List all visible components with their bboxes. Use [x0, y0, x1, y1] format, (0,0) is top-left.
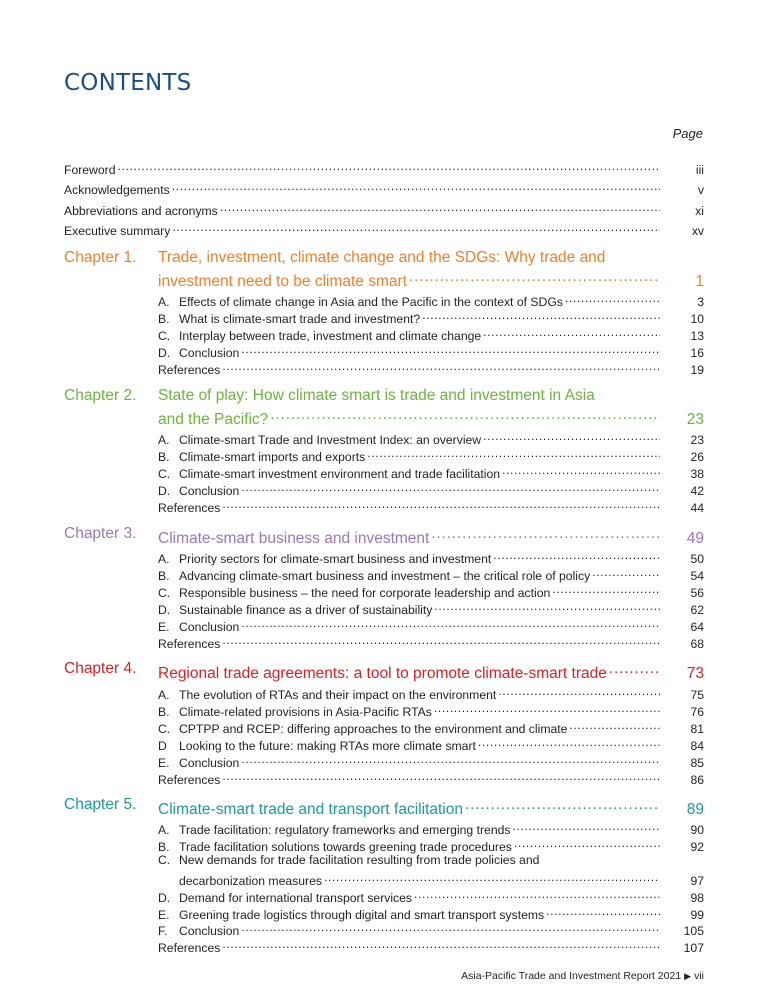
- toc-page-number: xv: [691, 224, 704, 238]
- chapter-title-line2: [158, 267, 704, 291]
- dot-leader: [502, 462, 660, 478]
- chapter-title-line1: Trade, investment, climate change and the SDGs: Why trade and: [158, 249, 606, 266]
- toc-entry[interactable]: [64, 219, 704, 239]
- section-letter: D.: [158, 890, 171, 905]
- page-column-label: Page: [672, 126, 703, 141]
- toc-page-number: 97: [690, 873, 704, 888]
- toc-page-number: 75: [690, 688, 704, 702]
- chapter-title-line2: [158, 795, 704, 819]
- section-letter: A.: [158, 823, 170, 837]
- chapter-number: Chapter 1.: [64, 249, 137, 266]
- dot-leader: [241, 919, 660, 935]
- dot-leader: [514, 835, 660, 851]
- toc-entry-label: Acknowledgements: [64, 183, 170, 197]
- dot-leader: [222, 358, 660, 374]
- toc-page-number: 13: [690, 328, 704, 343]
- chapter-title: and the Pacific?: [158, 411, 269, 428]
- chapter-page-number: 1: [695, 273, 704, 290]
- toc-page-number: 23: [690, 433, 704, 447]
- section-letter: C.: [158, 466, 171, 481]
- toc-page-number: 64: [690, 619, 704, 634]
- toc-page-number: 16: [690, 345, 704, 360]
- toc-page-number: 92: [690, 839, 704, 854]
- footer-report-title: Asia-Pacific Trade and Investment Report 2021: [461, 970, 682, 982]
- section-title: Priority sectors for climate-smart business and investment: [179, 552, 492, 566]
- toc-page-number: 98: [690, 890, 704, 905]
- section-letter: A.: [158, 688, 170, 702]
- dot-leader: [220, 199, 660, 215]
- chapter-page-number: 73: [686, 665, 704, 682]
- section-letter: B.: [158, 568, 170, 583]
- section-letter: E.: [158, 619, 170, 634]
- section-title: Effects of climate change in Asia and the Pacific in the context of SDGs: [179, 295, 563, 309]
- section-title: Interplay between trade, investment and climate change: [179, 328, 482, 343]
- dot-leader: [493, 547, 660, 563]
- section-title: CPTPP and RCEP: differing approaches to the environment and climate: [179, 721, 568, 736]
- dot-leader: [552, 581, 660, 597]
- toc-entry[interactable]: [64, 158, 704, 178]
- toc-page-number: xi: [695, 204, 704, 218]
- dot-leader: [270, 405, 660, 424]
- dot-leader: [117, 158, 660, 174]
- chapter-number: Chapter 4.: [64, 660, 137, 677]
- chapter-page-number: 89: [686, 801, 704, 818]
- references-label: References: [158, 941, 221, 956]
- chapter-heading[interactable]: [64, 248, 704, 290]
- section-title: Conclusion: [179, 483, 240, 498]
- toc-page-number: 105: [683, 924, 704, 939]
- section-title: Advancing climate-smart business and investment – the critical role of policy: [179, 568, 591, 583]
- toc-page-number: 42: [690, 483, 704, 498]
- section-title: Conclusion: [179, 924, 240, 939]
- section-letter: B.: [158, 704, 170, 719]
- dot-leader: [465, 795, 660, 814]
- dot-leader: [546, 903, 660, 919]
- section-title: Trade facilitation solutions towards greening trade procedures: [179, 839, 512, 854]
- section-letter: A.: [158, 433, 170, 447]
- section-letter: E.: [158, 755, 170, 770]
- chapter-page-number: 49: [686, 530, 704, 547]
- section-title: Sustainable finance as a driver of sustainability: [179, 602, 433, 617]
- references-label: References: [158, 636, 221, 651]
- section-title: Climate-smart Trade and Investment Index: an overview: [179, 433, 482, 447]
- chapter-title: Climate-smart trade and transport facilitation: [158, 801, 463, 818]
- toc-section[interactable]: [158, 852, 704, 868]
- toc-page-number: 107: [683, 941, 704, 956]
- chapter-number: Chapter 2.: [64, 387, 137, 404]
- chapter-title-line2: [158, 659, 704, 683]
- chapter-number: Chapter 3.: [64, 525, 137, 542]
- section-title: Greening trade logistics through digital and smart transport systems: [179, 907, 545, 922]
- section-title: Climate-smart imports and exports: [179, 449, 366, 464]
- page-title: CONTENTS: [64, 70, 192, 96]
- chapter-title: investment need to be climate smart: [158, 273, 407, 290]
- dot-leader: [478, 734, 660, 750]
- toc-page-number: 3: [697, 295, 704, 309]
- toc-page-number: iii: [695, 163, 704, 177]
- toc-page-number: 76: [690, 704, 704, 719]
- dot-leader: [409, 267, 660, 286]
- section-title: New demands for trade facilitation resulting from trade policies and: [179, 852, 540, 867]
- toc-entry-label: Abbreviations and acronyms: [64, 204, 218, 218]
- section-title: Climate-smart investment environment and trade facilitation: [179, 466, 501, 481]
- dot-leader: [512, 818, 660, 834]
- toc-references[interactable]: [158, 936, 704, 956]
- toc-page-number: 19: [690, 362, 704, 377]
- section-title: Climate-related provisions in Asia-Pacific RTAs: [179, 704, 432, 719]
- section-title: Demand for international transport services: [179, 890, 413, 905]
- toc-page-number: 56: [690, 585, 704, 600]
- section-title: Conclusion: [179, 345, 240, 360]
- dot-leader: [434, 598, 660, 614]
- dot-leader: [565, 290, 660, 306]
- section-letter: D.: [158, 345, 171, 360]
- section-letter: C.: [158, 852, 171, 867]
- section-title: Responsible business – the need for corporate leadership and action: [179, 585, 551, 600]
- toc-entry[interactable]: [64, 178, 704, 198]
- dot-leader: [422, 307, 660, 323]
- toc-page-number: 81: [690, 721, 704, 736]
- references-label: References: [158, 362, 221, 377]
- dot-leader: [172, 178, 660, 194]
- section-title: Conclusion: [179, 619, 240, 634]
- toc-page-number: 26: [690, 449, 704, 464]
- chapter-heading[interactable]: [64, 640, 704, 682]
- toc-page-number: 54: [690, 568, 704, 583]
- dot-leader: [367, 445, 660, 461]
- references-label: References: [158, 772, 221, 787]
- footer-arrow-icon: ▶: [684, 971, 692, 981]
- dot-leader: [414, 886, 660, 902]
- dot-leader: [569, 717, 660, 733]
- dot-leader: [434, 700, 660, 716]
- dot-leader: [241, 341, 660, 357]
- section-letter: C.: [158, 721, 171, 736]
- chapter-title-line2: [158, 405, 704, 429]
- references-label: References: [158, 500, 221, 515]
- chapter-heading[interactable]: [64, 505, 704, 547]
- dot-leader: [241, 751, 660, 767]
- toc-page-number: 44: [690, 500, 704, 515]
- section-letter: B.: [158, 311, 170, 326]
- toc-page-number: v: [697, 183, 704, 197]
- dot-leader: [172, 219, 660, 235]
- dot-leader: [483, 324, 660, 340]
- section-letter: C.: [158, 585, 171, 600]
- section-title: Trade facilitation: regulatory frameworks and emerging trends: [179, 823, 511, 837]
- section-letter: A.: [158, 295, 170, 309]
- section-title-continued: decarbonization measures: [179, 873, 322, 888]
- toc-page-number: 38: [690, 466, 704, 481]
- chapter-heading[interactable]: [64, 386, 704, 428]
- section-letter: F.: [158, 924, 168, 939]
- toc-entry-label: Foreword: [64, 163, 116, 177]
- toc-page-number: 90: [690, 823, 704, 837]
- chapter-number: Chapter 5.: [64, 796, 137, 813]
- dot-leader: [592, 564, 660, 580]
- section-letter: D: [158, 738, 167, 753]
- dot-leader: [324, 869, 660, 885]
- chapter-title: Climate-smart business and investment: [158, 530, 430, 547]
- section-letter: B.: [158, 839, 170, 854]
- toc-page-number: 50: [690, 552, 704, 566]
- section-letter: C.: [158, 328, 171, 343]
- toc-page-number: 84: [690, 738, 704, 753]
- dot-leader: [483, 428, 660, 444]
- dot-leader: [241, 479, 660, 495]
- toc-page-number: 86: [690, 772, 704, 787]
- section-title: Conclusion: [179, 755, 240, 770]
- section-title: The evolution of RTAs and their impact on the environment: [179, 688, 497, 702]
- toc-page-number: 10: [690, 311, 704, 326]
- dot-leader: [222, 936, 660, 952]
- section-letter: D.: [158, 602, 171, 617]
- section-title: What is climate-smart trade and investment?: [179, 311, 421, 326]
- chapter-page-number: 23: [686, 411, 704, 428]
- chapter-title-line1: State of play: How climate smart is trade and investment in Asia: [158, 387, 595, 404]
- footer-page-number: vii: [694, 970, 704, 982]
- toc-page-number: 99: [690, 907, 704, 922]
- toc-entry[interactable]: [64, 199, 704, 219]
- dot-leader: [241, 615, 660, 631]
- toc-references[interactable]: [158, 358, 704, 378]
- toc-page-number: 68: [690, 636, 704, 651]
- chapter-heading[interactable]: [64, 776, 704, 818]
- dot-leader: [431, 524, 660, 543]
- dot-leader: [609, 659, 660, 678]
- section-letter: A.: [158, 552, 170, 566]
- dot-leader: [498, 683, 660, 699]
- section-letter: E.: [158, 907, 170, 922]
- chapter-title-line2: [158, 524, 704, 548]
- chapter-title: Regional trade agreements: a tool to promote climate-smart trade: [158, 665, 607, 682]
- section-letter: B.: [158, 449, 170, 464]
- toc-page-number: 62: [690, 602, 704, 617]
- toc-page-number: 85: [690, 755, 704, 770]
- page-footer: [420, 970, 704, 982]
- section-title: Looking to the future: making RTAs more climate smart: [179, 738, 476, 753]
- section-letter: D.: [158, 483, 171, 498]
- toc-entry-label: Executive summary: [64, 224, 171, 238]
